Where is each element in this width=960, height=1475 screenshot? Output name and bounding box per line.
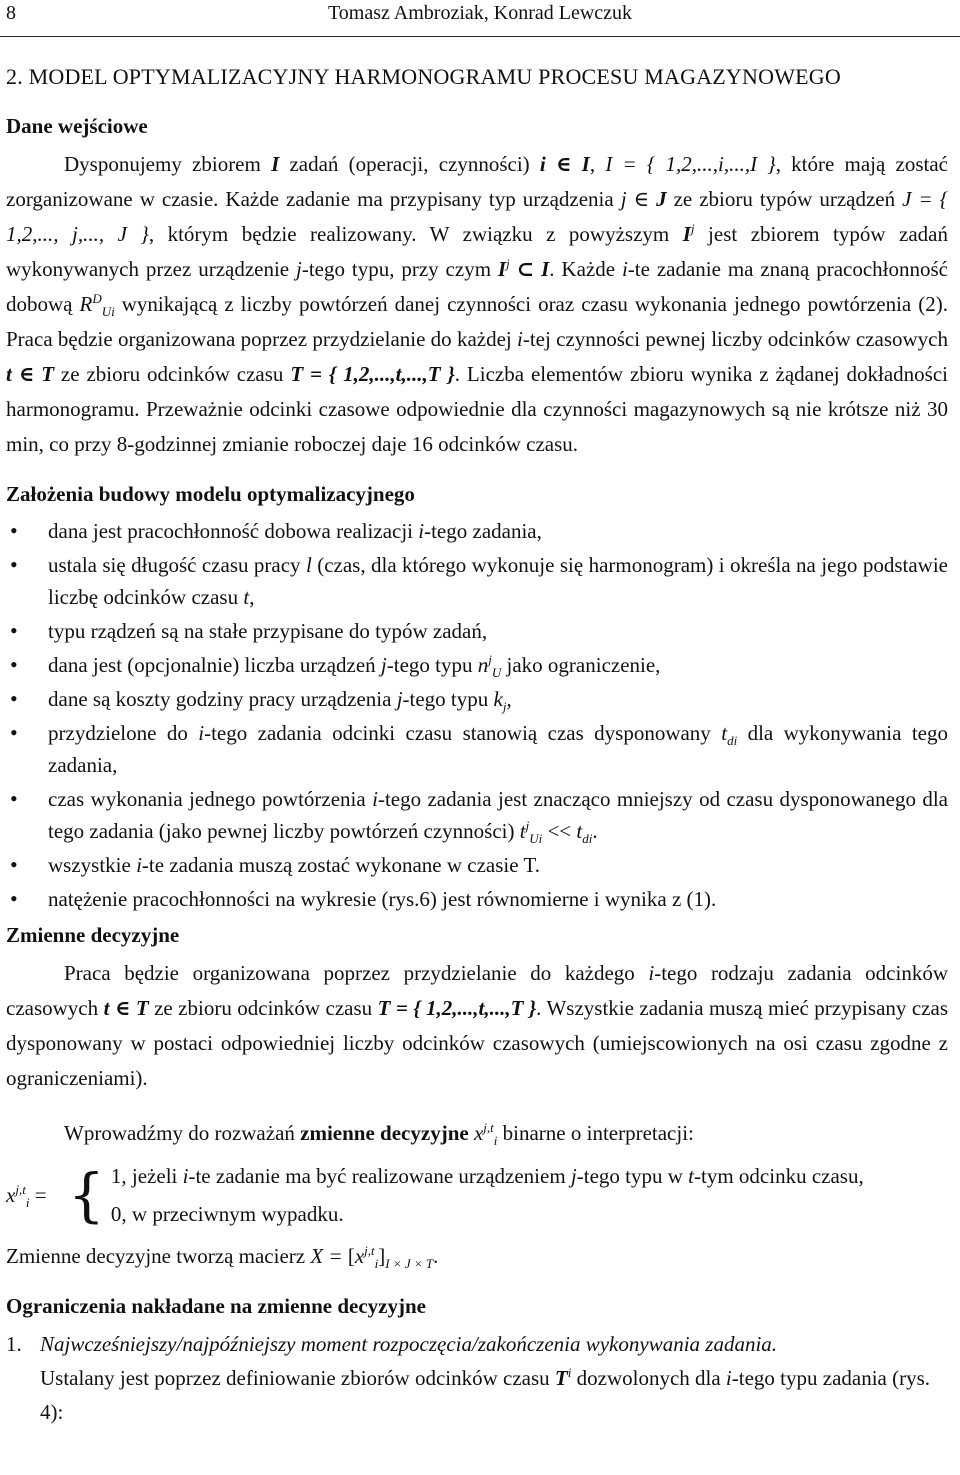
decision-variable-definition [6, 1157, 948, 1233]
header-authors: Tomasz Ambroziak, Konrad Lewczuk [327, 2, 633, 24]
heading-ograniczenia: Ograniczenia nakładane na zmienne decyzyjne [6, 1294, 426, 1318]
page-body [6, 64, 948, 1429]
list-item: • ustala się długość czasu pracy l (czas, dla którego wykonuje się harmonogram) i określa na jego podstawie liczbę odcinków czasu t, [6, 549, 948, 613]
spacer [6, 1274, 948, 1294]
heading-dane: Dane wejściowe [6, 114, 148, 138]
assumptions-list [6, 515, 948, 915]
spacer [6, 462, 948, 482]
case-zero: 0, w przeciwnym wypadku. [110, 1202, 344, 1226]
page-number: 8 [6, 2, 16, 24]
constraints-list [6, 1327, 948, 1429]
matrix-definition: Zmienne decyzyjne tworzą macierz $X = [x^{j,t}_i]_{I \times J \times T}$. [6, 1243, 439, 1272]
heading-zmienne: Zmienne decyzyjne [6, 923, 180, 947]
paragraph-dane: Dysponujemy zbiorem I zadań (operacji, czynności) i ∈ I, I = { 1,2,...,i,...,I }, które mają zostać zorganizowane w czasie. Każde zadanie ma przypisany typ urządzenia j ∈ J ze zbioru typów urządzeń J = { 1,2,..., j,..., J }, którym będzie realizowany. W związku z powyższym $I^j$ jest zbiorem typów zadań wykonywanych przez urządzenie j-tego typu, przy czym $I^j$ ⊂ I. Każde i-te zadanie ma znaną pracochłonność dobową $R^D_{Ui}$ wynikającą z liczby powtórzeń danej czynności oraz czasu wykonania jednego powtórzenia (2). Praca będzie organizowana poprzez przydzielanie do każdej i-tej czynności pewnej liczby odcinków czasowych t ∈ T ze zbioru odcinków czasu T = { 1,2,...,t,...,T }. Liczba elementów zbioru wynika z żądanej dokładności harmonogramu. Przeważnie odcinki czasowe odpowiednie dla czynności magazynowych są nie krótsze niż 30 min, co przy 8-godzinnej zmianie roboczej daje 16 odcinków czasu. [6, 152, 949, 456]
section-title: 2. MODEL OPTYMALIZACYJNY HARMONOGRAMU PROCESU MAGAZYNOWEGO [6, 64, 841, 89]
list-item: • typu rządzeń są na stałe przypisane do typów zadań, [6, 615, 948, 647]
list-item: • przydzielone do i-tego zadania odcinki czasu stanowią czas dysponowany $t_{di}$ dla wykonywania tego zadania, [6, 717, 948, 781]
list-item: • dana jest (opcjonalnie) liczba urządzeń j-tego typu $n^j_U$ jako ograniczenie, [6, 649, 948, 681]
list-item: • czas wykonania jednego powtórzenia i-tego zadania jest znacząco mniejszy od czasu dysponowanego dla tego zadania (jako pewnej liczby powtórzeń czynności) $t^j_{Ui} << t_{di}$. [6, 783, 948, 847]
list-item: • natężenie pracochłonności na wykresie (rys.6) jest równomierne i wynika z (1). [6, 883, 948, 915]
piecewise-cases [111, 1157, 864, 1233]
case-one: 1, jeżeli i-te zadanie ma być realizowane urządzeniem j-tego typu w t-tym odcinku czasu, [110, 1164, 864, 1188]
list-item: • dane są koszty godziny pracy urządzenia j-tego typu $k_j$, [6, 683, 948, 715]
list-item: 1. Najwcześniejszy/najpóźniejszy moment rozpoczęcia/zakończenia wykonywania zadania. Ustalany jest poprzez definiowanie zbiorów odcinków czasu $T^i$ dozwolonych dla i-tego typu zadania (rys. 4): [6, 1332, 931, 1424]
piecewise-brace: { [68, 1161, 105, 1229]
paragraph-zmienne-2: Wprowadźmy do rozważań zmienne decyzyjne $x^{j,t}_i$ binarne o interpretacji: [64, 1120, 694, 1149]
heading-zalozenia: Założenia budowy modelu optymalizacyjnego [6, 482, 415, 506]
header-rule [0, 36, 960, 37]
running-header [6, 2, 954, 30]
piecewise-lhs: $x^{j,t}_i$ = [6, 1181, 47, 1210]
list-item: • dana jest pracochłonność dobowa realizacji i-tego zadania, [6, 515, 948, 547]
spacer [6, 1096, 948, 1116]
list-item: • wszystkie i-te zadania muszą zostać wykonane w czasie T. [6, 849, 948, 881]
paragraph-zmienne-1: Praca będzie organizowana poprzez przydzielanie do każdego i-tego rodzaju zadania odcinków czasowych t ∈ T ze zbioru odcinków czasu T = { 1,2,...,t,...,T }. Wszystkie zadania muszą mieć przypisany czas dysponowany w postaci odpowiedniej liczby odcinków czasowych (umiejscowionych na osi czasu zgodne z ograniczeniami). [6, 961, 948, 1090]
